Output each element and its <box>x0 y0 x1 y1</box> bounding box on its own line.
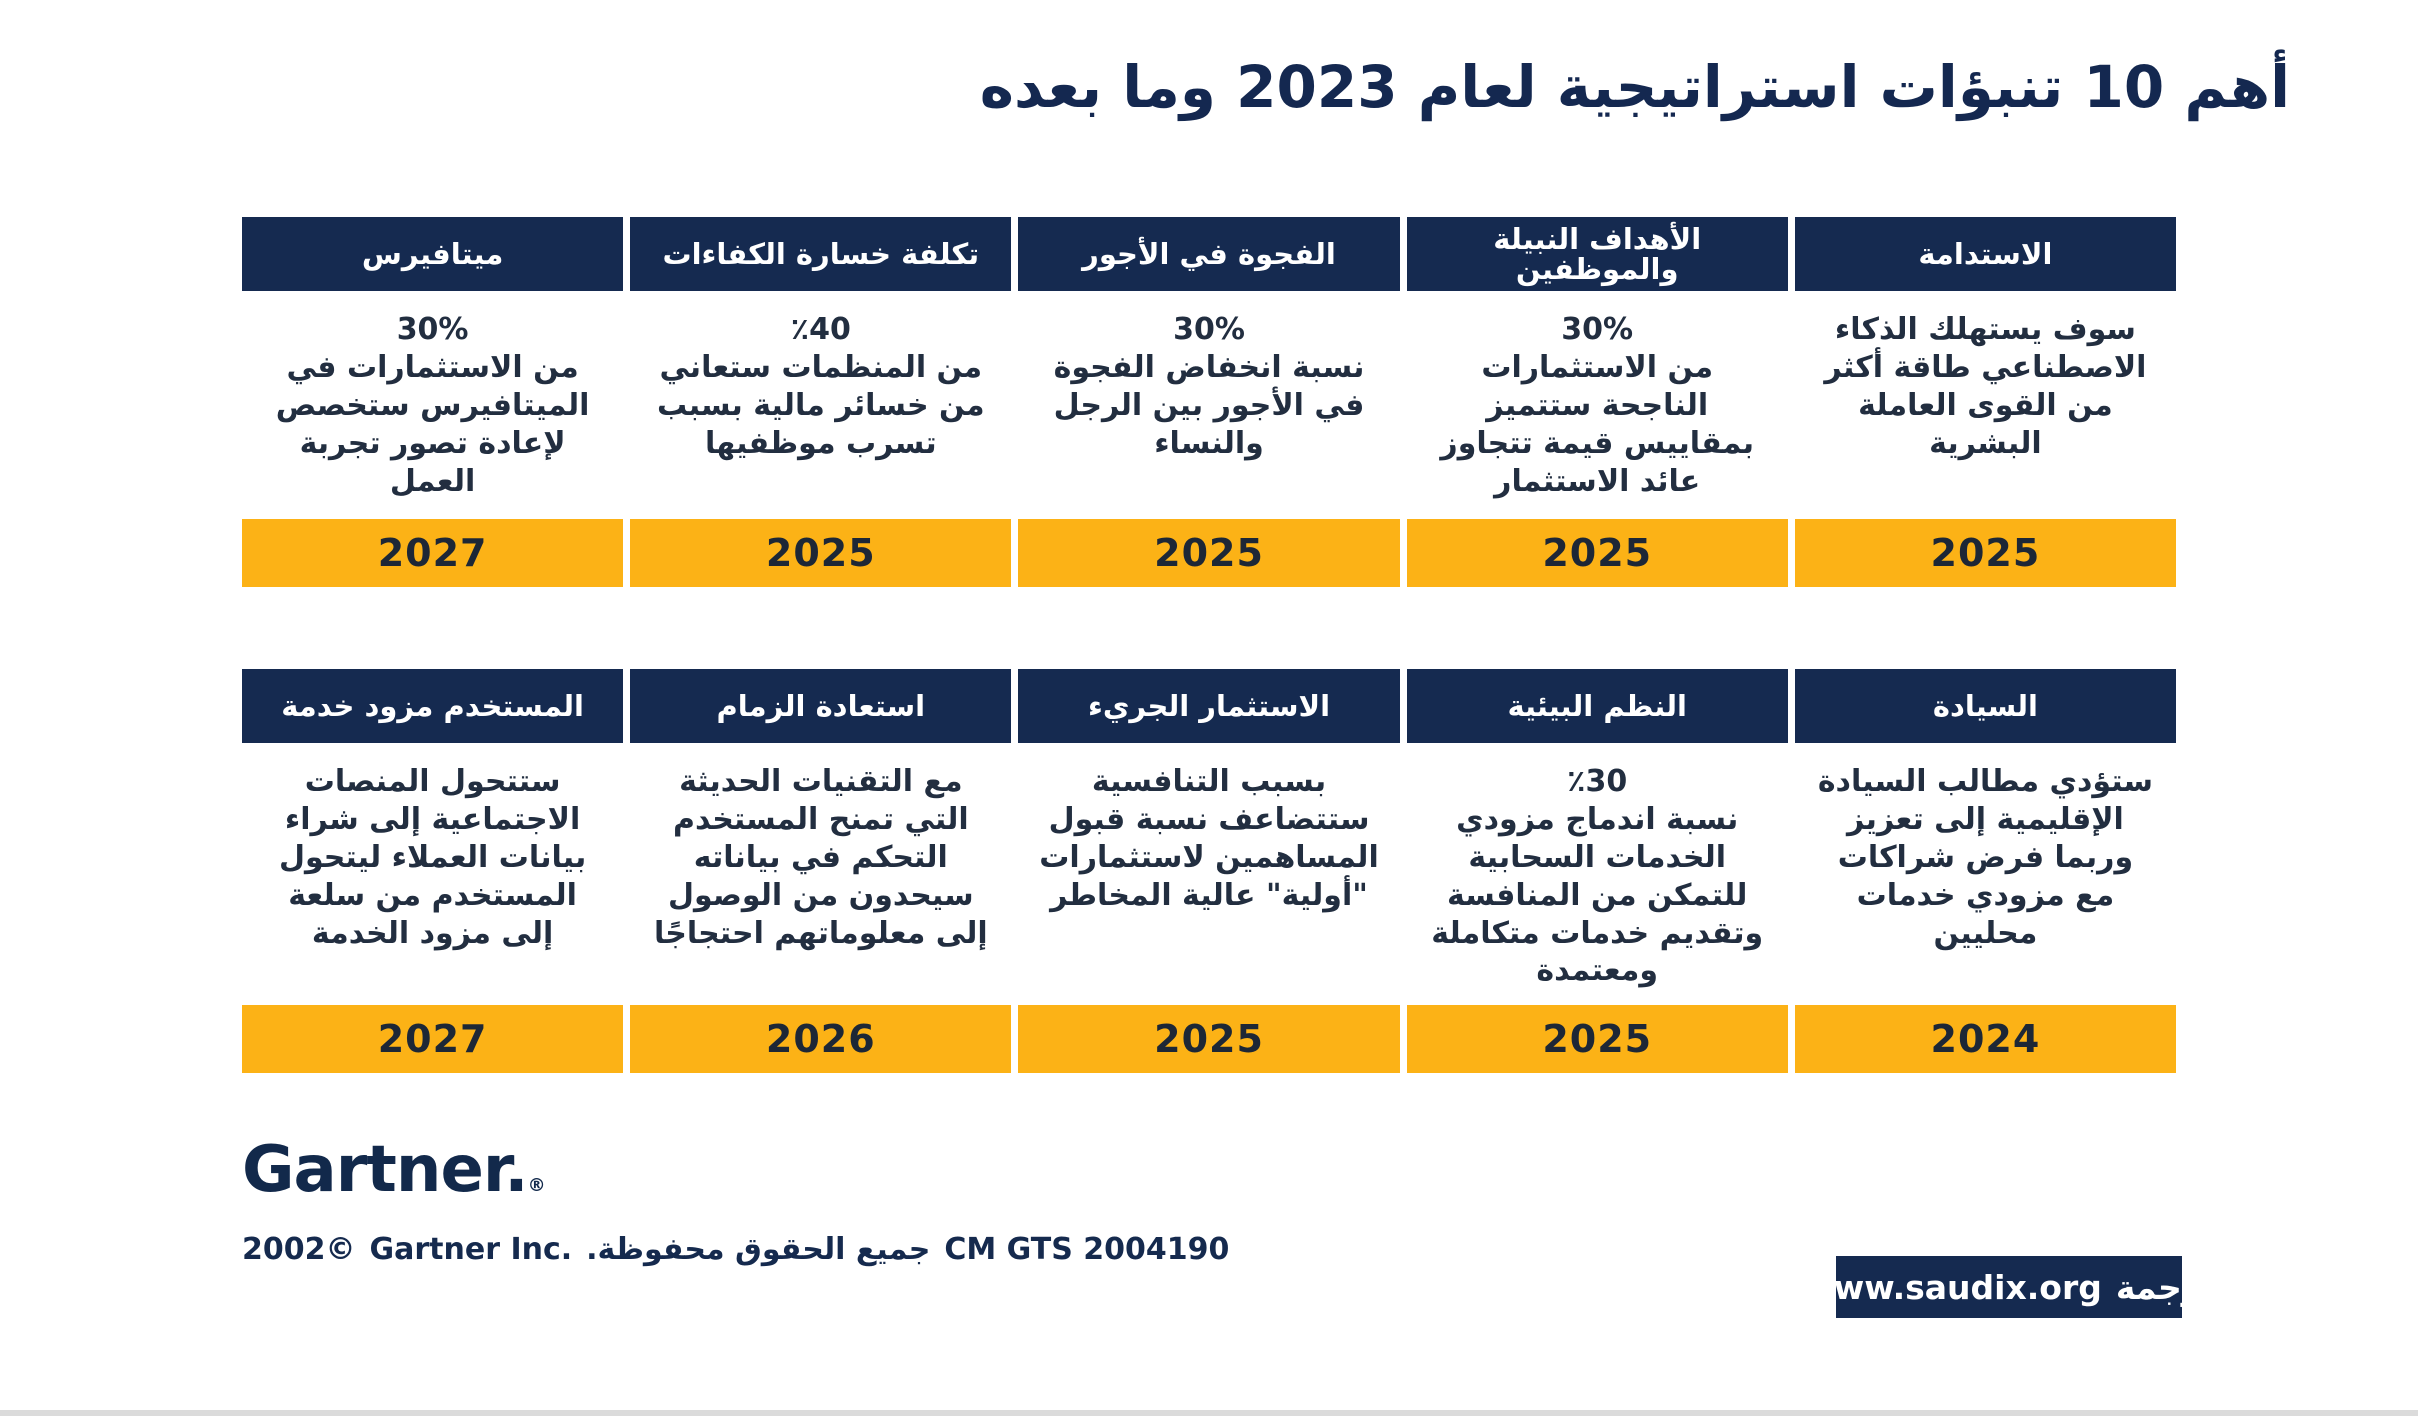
card-title: الاستدامة <box>1918 237 2053 272</box>
prediction-card-regaining-control <box>630 669 1011 1073</box>
card-title: الأهداف النبيلة والموظفين <box>1493 221 1702 287</box>
predictions-table-1 <box>242 217 2176 587</box>
card-header <box>630 669 1011 743</box>
footer <box>242 1135 2176 1266</box>
card-title: ميتافيرس <box>361 237 504 272</box>
prediction-card-sovereignty <box>1795 669 2176 1073</box>
prediction-card-wage-gap <box>1018 217 1399 587</box>
copyright-rights-text: جميع الحقوق محفوظة. <box>586 1231 931 1267</box>
copyright-document-code: CM GTS 2004190 <box>944 1231 1230 1267</box>
card-stat: 30% <box>396 312 469 348</box>
registered-trademark-icon: ® <box>527 1175 545 1197</box>
card-header <box>242 217 623 291</box>
card-title: الفجوة في الأجور <box>1082 237 1336 272</box>
translation-url: www.saudix.org <box>1803 1267 2102 1307</box>
card-body <box>242 291 623 519</box>
gartner-logo-text: Gartner. <box>242 1133 528 1208</box>
card-title: الاستثمار الجريء <box>1088 689 1331 724</box>
translation-label: ترجمة <box>2115 1267 2215 1307</box>
card-year: 2025 <box>630 519 1011 587</box>
prediction-card-user-as-provider <box>242 669 623 1073</box>
card-year: 2027 <box>242 519 623 587</box>
bottom-edge-strip <box>0 1410 2418 1416</box>
card-stat: ٪40 <box>790 312 851 348</box>
prediction-card-metaverse <box>242 217 623 587</box>
predictions-table-2 <box>242 669 2176 1073</box>
card-stat: 30% <box>1561 312 1634 348</box>
card-year: 2025 <box>1018 519 1399 587</box>
card-header <box>242 669 623 743</box>
card-description: بسبب التنافسية ستتضاعف نسبة قبول المساهمين لاستثمارات "أولية" عالية المخاطر <box>1039 764 1379 913</box>
copyright-year: 2002© <box>242 1231 356 1267</box>
card-year: 2026 <box>630 1005 1011 1073</box>
card-year: 2027 <box>242 1005 623 1073</box>
card-header <box>1795 669 2176 743</box>
card-title: تكلفة خسارة الكفاءات <box>662 237 980 272</box>
card-description: سوف يستهلك الذكاء الاصطناعي طاقة أكثر من القوى العاملة البشرية <box>1824 312 2147 461</box>
card-body <box>630 291 1011 519</box>
card-description: ستؤدي مطالب السيادة الإقليمية إلى تعزيز وربما فرض شراكات مع مزودي خدمات محليين <box>1817 764 2153 951</box>
card-header <box>1018 669 1399 743</box>
card-header <box>1795 217 2176 291</box>
card-year: 2025 <box>1407 519 1788 587</box>
translation-source-badge[interactable] <box>1803 1256 2215 1318</box>
card-header <box>1407 217 1788 291</box>
card-year: 2025 <box>1018 1005 1399 1073</box>
card-header <box>1407 669 1788 743</box>
card-year: 2025 <box>1795 519 2176 587</box>
card-body <box>1795 291 2176 519</box>
card-body <box>1407 291 1788 519</box>
card-description: نسبة اندماج مزودي الخدمات السحابية للتمكن من المنافسة وتقديم خدمات متكاملة ومعتمدة <box>1431 802 1764 989</box>
predictions-content <box>242 217 2176 1073</box>
prediction-card-bold-investment <box>1018 669 1399 1073</box>
card-body <box>242 743 623 1005</box>
card-stat: ٪30 <box>1567 764 1628 800</box>
card-year: 2025 <box>1407 1005 1788 1073</box>
prediction-card-noble-goals <box>1407 217 1788 587</box>
gartner-logo <box>242 1133 2176 1208</box>
card-description: ستتحول المنصات الاجتماعية إلى شراء بيانات العملاء ليتحول المستخدم من سلعة إلى مزود الخدمة <box>278 764 587 951</box>
card-stat: 30% <box>1173 312 1245 348</box>
card-title: السيادة <box>1932 689 2038 724</box>
page-title: أهم 10 تنبؤات استراتيجية لعام 2023 وما بعده <box>979 53 2290 121</box>
card-header <box>1018 217 1399 291</box>
card-body <box>1795 743 2176 1005</box>
infographic-page <box>0 50 2418 1416</box>
copyright-company: Gartner Inc. <box>369 1231 573 1267</box>
prediction-card-talent-loss <box>630 217 1011 587</box>
card-body <box>1018 743 1399 1005</box>
card-description: مع التقنيات الحديثة التي تمنح المستخدم التحكم في بياناته سيحدون من الوصول إلى معلوماتهم احتجاجًا <box>653 764 988 951</box>
card-body <box>630 743 1011 1005</box>
card-description: نسبة انخفاض الفجوة في الأجور بين الرجل والنساء <box>1053 350 1365 461</box>
card-body <box>1407 743 1788 1005</box>
card-title: استعادة الزمام <box>716 689 926 724</box>
card-description: من المنظمات ستعاني من خسائر مالية بسبب تسرب موظفيها <box>657 350 985 461</box>
card-year: 2024 <box>1795 1005 2176 1073</box>
card-description: من الاستثمارات في الميتافيرس ستخصص لإعادة تصور تجربة العمل <box>275 350 590 499</box>
card-title: المستخدم مزود خدمة <box>281 689 585 724</box>
card-body <box>1018 291 1399 519</box>
prediction-card-sustainability <box>1795 217 2176 587</box>
card-description: من الاستثمارات الناجحة ستتميز بمقاييس قيمة تتجاوز عائد الاستثمار <box>1440 350 1754 499</box>
card-header <box>630 217 1011 291</box>
card-title: النظم البيئية <box>1507 689 1687 724</box>
prediction-card-ecosystems <box>1407 669 1788 1073</box>
